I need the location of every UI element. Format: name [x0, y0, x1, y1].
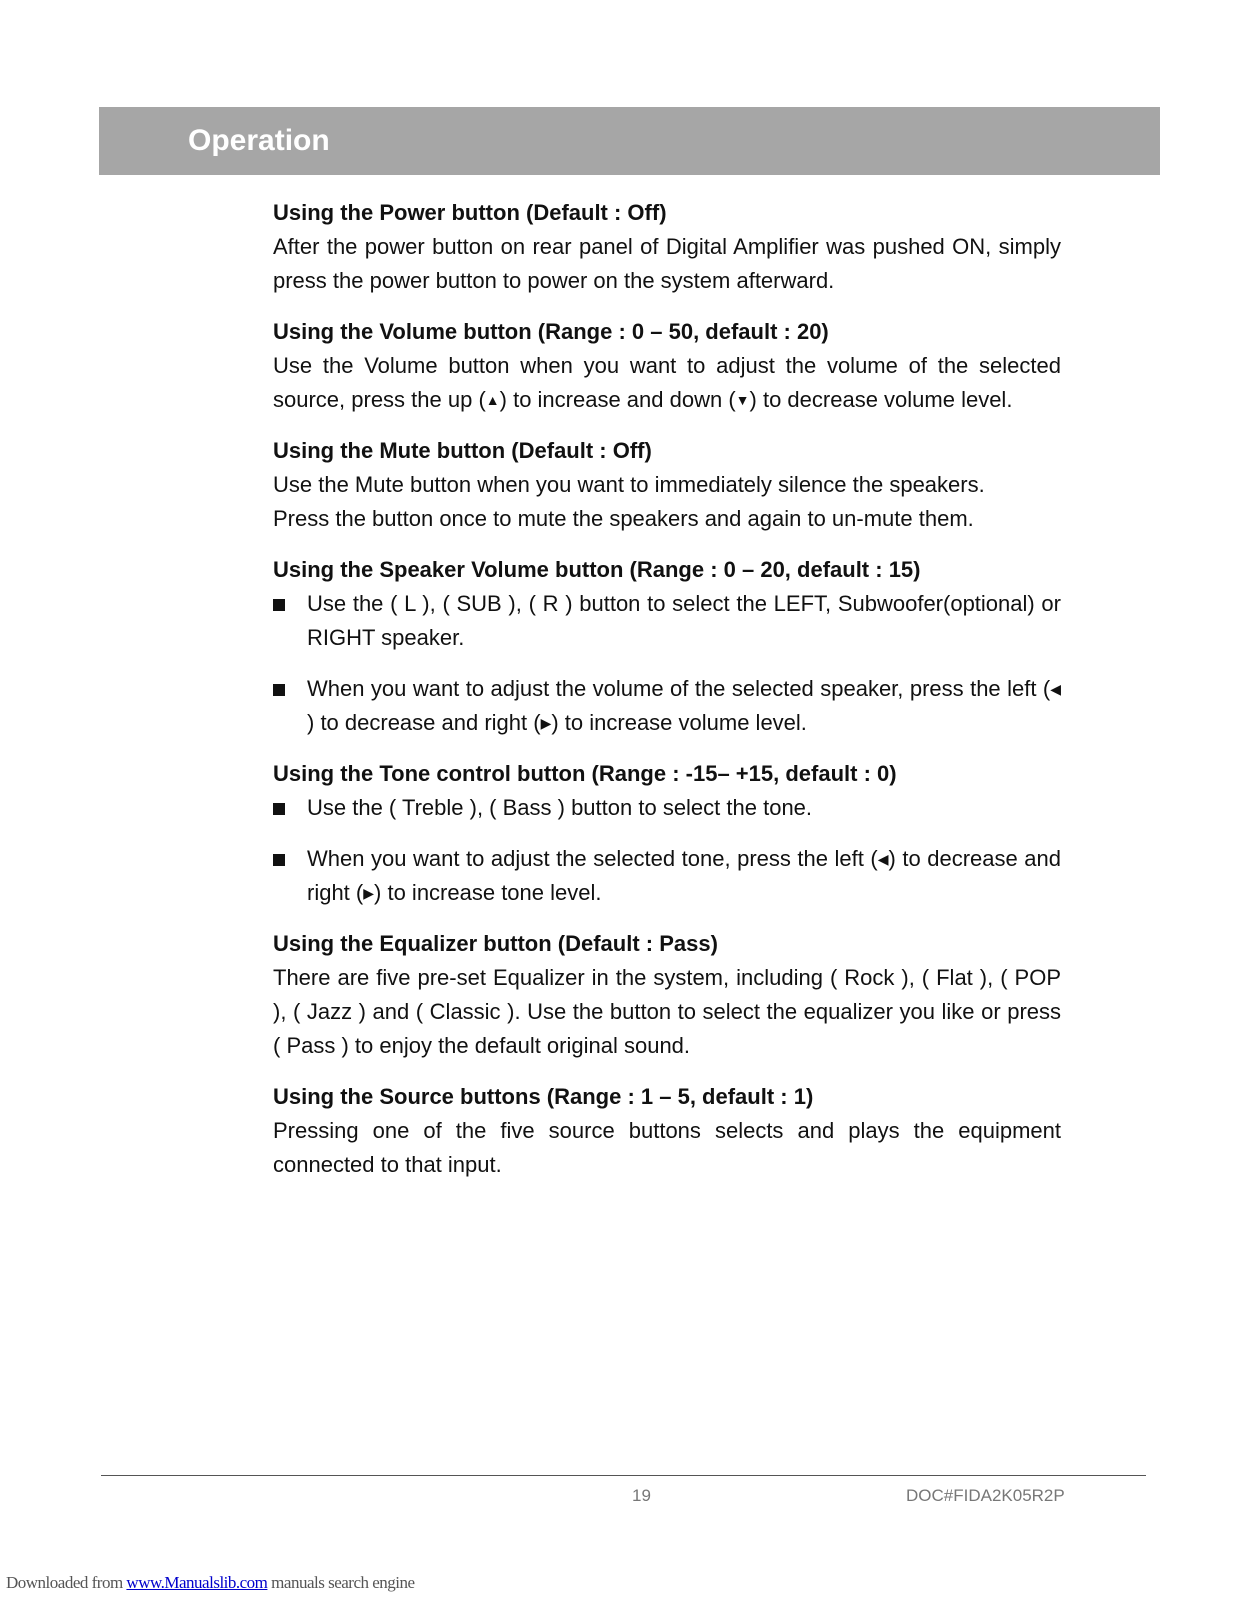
speaker-volume-list	[273, 587, 1061, 740]
volume-body-part-3: ) to decrease volume level.	[749, 387, 1013, 412]
list-item	[273, 587, 1061, 655]
tone-heading: Using the Tone control button (Range : -15– +15, default : 0)	[273, 761, 897, 786]
mute-section	[273, 434, 1061, 536]
right-arrow-icon: ▶	[540, 715, 552, 731]
volume-body-part-2: ) to increase and down (	[499, 387, 736, 412]
power-heading: Using the Power button (Default : Off)	[273, 200, 667, 225]
mute-line-2: Press the button once to mute the speakers and again to un-mute them.	[273, 506, 974, 531]
mute-line-1: Use the Mute button when you want to immediately silence the speakers.	[273, 472, 985, 497]
power-section	[273, 196, 1061, 298]
section-header-bar	[99, 107, 1160, 175]
download-note	[6, 1573, 415, 1593]
volume-body	[273, 349, 1061, 417]
tone-bullet-1-text: Use the ( Treble ), ( Bass ) button to select the tone.	[307, 795, 813, 820]
document-id: DOC#FIDA2K05R2P	[906, 1486, 1065, 1505]
speaker-volume-heading: Using the Speaker Volume button (Range : 0 – 20, default : 15)	[273, 557, 921, 582]
speaker-bullet-2-part-2: ) to decrease and right (	[307, 710, 541, 735]
list-item	[273, 672, 1061, 740]
volume-heading: Using the Volume button (Range : 0 – 50, default : 20)	[273, 319, 829, 344]
speaker-bullet-2-part-1: When you want to adjust the volume of the selected speaker, press the left (	[307, 676, 1051, 701]
equalizer-section	[273, 927, 1061, 1063]
square-bullet-icon	[273, 803, 285, 815]
mute-heading: Using the Mute button (Default : Off)	[273, 438, 652, 463]
tone-bullet-2-part-1: When you want to adjust the selected tone, press the left (	[307, 846, 878, 871]
download-note-prefix: Downloaded from	[6, 1573, 127, 1592]
up-arrow-icon: ▲	[485, 392, 500, 408]
source-section	[273, 1080, 1061, 1182]
footer-divider	[101, 1475, 1146, 1476]
volume-section	[273, 315, 1061, 417]
source-heading: Using the Source buttons (Range : 1 – 5, default : 1)	[273, 1084, 814, 1109]
equalizer-heading: Using the Equalizer button (Default : Pass)	[273, 931, 718, 956]
tone-bullet-2-part-3: ) to increase tone level.	[374, 880, 602, 905]
equalizer-body: There are five pre-set Equalizer in the system, including ( Rock ), ( Flat ), ( POP ), ( Jazz ) and ( Classic ). Use the button to select the equalizer you like or press ( Pass ) to enjoy the default original sound.	[273, 965, 1061, 1058]
list-item	[273, 842, 1061, 910]
manualslib-link[interactable]: www.Manualslib.com	[126, 1573, 268, 1592]
tone-section	[273, 757, 1061, 910]
page-number: 19	[632, 1486, 651, 1505]
left-arrow-icon: ◀	[877, 851, 889, 867]
speaker-bullet-1-text: Use the ( L ), ( SUB ), ( R ) button to select the LEFT, Subwoofer(optional) or RIGHT speaker.	[307, 591, 1061, 650]
source-body: Pressing one of the five source buttons selects and plays the equipment connected to that input.	[273, 1118, 1061, 1177]
speaker-volume-section	[273, 553, 1061, 740]
right-arrow-icon: ▶	[363, 885, 375, 901]
download-note-suffix: manuals search engine	[267, 1573, 415, 1592]
down-arrow-icon: ▼	[735, 392, 750, 408]
left-arrow-icon: ◀	[1050, 681, 1061, 697]
page-title: Operation	[188, 124, 330, 157]
speaker-bullet-2-part-3: ) to increase volume level.	[551, 710, 807, 735]
square-bullet-icon	[273, 599, 285, 611]
tone-bullet-2-part-2: ) to decrease and right (	[307, 846, 1061, 905]
square-bullet-icon	[273, 854, 285, 866]
tone-list	[273, 791, 1061, 910]
list-item	[273, 791, 1061, 825]
square-bullet-icon	[273, 684, 285, 696]
document-body	[273, 196, 1061, 1199]
volume-body-part-1: Use the Volume button when you want to adjust the volume of the selected source, press the up (	[273, 353, 1061, 412]
power-body: After the power button on rear panel of Digital Amplifier was pushed ON, simply press the power button to power on the system afterward.	[273, 234, 1061, 293]
